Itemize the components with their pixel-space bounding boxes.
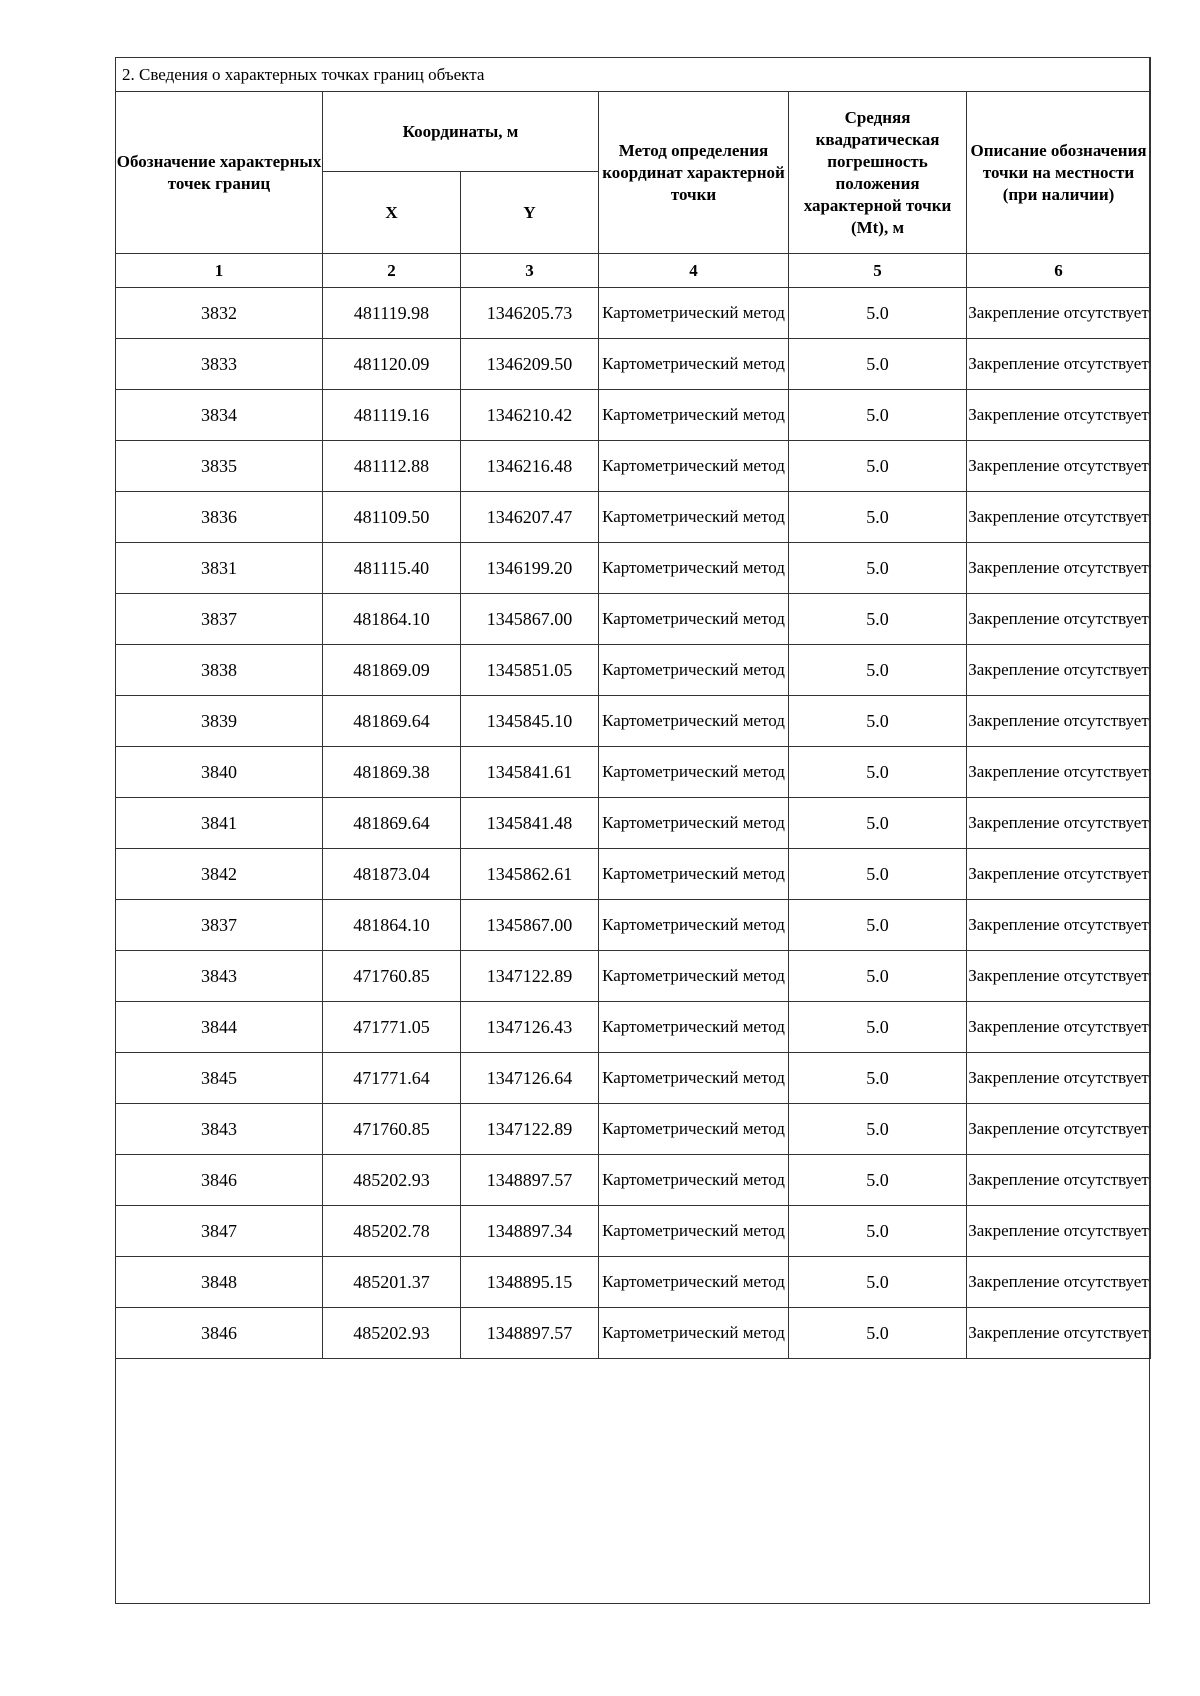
method-cell: Картометрический метод (599, 1308, 789, 1359)
error-cell: 5.0 (789, 798, 967, 849)
x-coordinate-cell: 481869.38 (323, 747, 461, 798)
description-cell: Закрепление отсутствует (967, 1308, 1151, 1359)
point-id-cell: 3843 (116, 1104, 323, 1155)
y-coordinate-cell: 1348897.57 (461, 1155, 599, 1206)
point-id-cell: 3833 (116, 339, 323, 390)
description-cell: Закрепление отсутствует (967, 1155, 1151, 1206)
description-cell: Закрепление отсутствует (967, 747, 1151, 798)
x-coordinate-cell: 485202.93 (323, 1155, 461, 1206)
description-cell: Закрепление отсутствует (967, 1257, 1151, 1308)
point-id-cell: 3836 (116, 492, 323, 543)
method-cell: Картометрический метод (599, 390, 789, 441)
column-number: 6 (967, 254, 1151, 288)
x-coordinate-cell: 481864.10 (323, 900, 461, 951)
points-table (115, 57, 1151, 1359)
table-row (116, 1002, 1151, 1053)
table-row (116, 645, 1151, 696)
point-id-cell: 3846 (116, 1155, 323, 1206)
description-cell: Закрепление отсутствует (967, 951, 1151, 1002)
header-coordinates: Координаты, м (323, 92, 599, 172)
point-id-cell: 3839 (116, 696, 323, 747)
x-coordinate-cell: 481869.09 (323, 645, 461, 696)
column-number: 4 (599, 254, 789, 288)
method-cell: Картометрический метод (599, 849, 789, 900)
error-cell: 5.0 (789, 849, 967, 900)
error-cell: 5.0 (789, 339, 967, 390)
x-coordinate-cell: 485201.37 (323, 1257, 461, 1308)
description-cell: Закрепление отсутствует (967, 1002, 1151, 1053)
table-row (116, 1155, 1151, 1206)
column-number: 5 (789, 254, 967, 288)
error-cell: 5.0 (789, 390, 967, 441)
x-coordinate-cell: 481869.64 (323, 696, 461, 747)
y-coordinate-cell: 1345845.10 (461, 696, 599, 747)
description-cell: Закрепление отсутствует (967, 441, 1151, 492)
method-cell: Картометрический метод (599, 339, 789, 390)
error-cell: 5.0 (789, 1308, 967, 1359)
y-coordinate-cell: 1347122.89 (461, 951, 599, 1002)
description-cell: Закрепление отсутствует (967, 1053, 1151, 1104)
method-cell: Картометрический метод (599, 1155, 789, 1206)
point-id-cell: 3843 (116, 951, 323, 1002)
description-cell: Закрепление отсутствует (967, 1104, 1151, 1155)
error-cell: 5.0 (789, 1104, 967, 1155)
column-numbers-row (116, 254, 1151, 288)
method-cell: Картометрический метод (599, 1002, 789, 1053)
method-cell: Картометрический метод (599, 594, 789, 645)
table-row (116, 1257, 1151, 1308)
error-cell: 5.0 (789, 441, 967, 492)
point-id-cell: 3846 (116, 1308, 323, 1359)
error-cell: 5.0 (789, 1053, 967, 1104)
description-cell: Закрепление отсутствует (967, 543, 1151, 594)
table-row (116, 339, 1151, 390)
error-cell: 5.0 (789, 747, 967, 798)
y-coordinate-cell: 1348897.34 (461, 1206, 599, 1257)
error-cell: 5.0 (789, 951, 967, 1002)
table-row (116, 543, 1151, 594)
point-id-cell: 3845 (116, 1053, 323, 1104)
method-cell: Картометрический метод (599, 951, 789, 1002)
header-error: Средняя квадратическая погрешность положения характерной точки (Mt), м (789, 92, 967, 254)
error-cell: 5.0 (789, 1155, 967, 1206)
table-row (116, 1308, 1151, 1359)
error-cell: 5.0 (789, 1002, 967, 1053)
y-coordinate-cell: 1345867.00 (461, 900, 599, 951)
point-id-cell: 3832 (116, 288, 323, 339)
error-cell: 5.0 (789, 1257, 967, 1308)
method-cell: Картометрический метод (599, 645, 789, 696)
point-id-cell: 3848 (116, 1257, 323, 1308)
point-id-cell: 3834 (116, 390, 323, 441)
x-coordinate-cell: 481119.98 (323, 288, 461, 339)
x-coordinate-cell: 485202.78 (323, 1206, 461, 1257)
error-cell: 5.0 (789, 543, 967, 594)
header-designation: Обозначение характерных точек границ (116, 92, 323, 254)
y-coordinate-cell: 1348897.57 (461, 1308, 599, 1359)
y-coordinate-cell: 1345841.61 (461, 747, 599, 798)
error-cell: 5.0 (789, 1206, 967, 1257)
description-cell: Закрепление отсутствует (967, 339, 1151, 390)
x-coordinate-cell: 481109.50 (323, 492, 461, 543)
method-cell: Картометрический метод (599, 492, 789, 543)
error-cell: 5.0 (789, 900, 967, 951)
column-number: 1 (116, 254, 323, 288)
description-cell: Закрепление отсутствует (967, 1206, 1151, 1257)
x-coordinate-cell: 471760.85 (323, 951, 461, 1002)
error-cell: 5.0 (789, 645, 967, 696)
table-row (116, 747, 1151, 798)
method-cell: Картометрический метод (599, 1104, 789, 1155)
method-cell: Картометрический метод (599, 900, 789, 951)
point-id-cell: 3840 (116, 747, 323, 798)
table-row (116, 798, 1151, 849)
point-id-cell: 3842 (116, 849, 323, 900)
point-id-cell: 3837 (116, 900, 323, 951)
x-coordinate-cell: 471771.64 (323, 1053, 461, 1104)
description-cell: Закрепление отсутствует (967, 645, 1151, 696)
method-cell: Картометрический метод (599, 1206, 789, 1257)
header-y: Y (461, 172, 599, 254)
table-row (116, 1206, 1151, 1257)
table-row (116, 390, 1151, 441)
table-row (116, 900, 1151, 951)
y-coordinate-cell: 1346205.73 (461, 288, 599, 339)
table-row (116, 441, 1151, 492)
method-cell: Картометрический метод (599, 441, 789, 492)
x-coordinate-cell: 481864.10 (323, 594, 461, 645)
method-cell: Картометрический метод (599, 288, 789, 339)
table-row (116, 696, 1151, 747)
table-row (116, 951, 1151, 1002)
y-coordinate-cell: 1346209.50 (461, 339, 599, 390)
point-id-cell: 3835 (116, 441, 323, 492)
description-cell: Закрепление отсутствует (967, 594, 1151, 645)
y-coordinate-cell: 1345867.00 (461, 594, 599, 645)
y-coordinate-cell: 1346207.47 (461, 492, 599, 543)
error-cell: 5.0 (789, 492, 967, 543)
y-coordinate-cell: 1348895.15 (461, 1257, 599, 1308)
x-coordinate-cell: 481873.04 (323, 849, 461, 900)
description-cell: Закрепление отсутствует (967, 492, 1151, 543)
section-title: 2. Сведения о характерных точках границ объекта (116, 58, 1151, 92)
y-coordinate-cell: 1345862.61 (461, 849, 599, 900)
error-cell: 5.0 (789, 594, 967, 645)
x-coordinate-cell: 471771.05 (323, 1002, 461, 1053)
column-number: 3 (461, 254, 599, 288)
description-cell: Закрепление отсутствует (967, 696, 1151, 747)
method-cell: Картометрический метод (599, 543, 789, 594)
method-cell: Картометрический метод (599, 696, 789, 747)
x-coordinate-cell: 481115.40 (323, 543, 461, 594)
header-description: Описание обозначения точки на местности (при наличии) (967, 92, 1151, 254)
method-cell: Картометрический метод (599, 1053, 789, 1104)
table-row (116, 849, 1151, 900)
error-cell: 5.0 (789, 696, 967, 747)
table-row (116, 288, 1151, 339)
error-cell: 5.0 (789, 288, 967, 339)
header-x: X (323, 172, 461, 254)
method-cell: Картометрический метод (599, 747, 789, 798)
y-coordinate-cell: 1346210.42 (461, 390, 599, 441)
y-coordinate-cell: 1346199.20 (461, 543, 599, 594)
y-coordinate-cell: 1347126.43 (461, 1002, 599, 1053)
y-coordinate-cell: 1347122.89 (461, 1104, 599, 1155)
table-row (116, 1104, 1151, 1155)
method-cell: Картометрический метод (599, 798, 789, 849)
point-id-cell: 3838 (116, 645, 323, 696)
x-coordinate-cell: 481112.88 (323, 441, 461, 492)
x-coordinate-cell: 485202.93 (323, 1308, 461, 1359)
description-cell: Закрепление отсутствует (967, 390, 1151, 441)
x-coordinate-cell: 481869.64 (323, 798, 461, 849)
y-coordinate-cell: 1345851.05 (461, 645, 599, 696)
description-cell: Закрепление отсутствует (967, 900, 1151, 951)
description-cell: Закрепление отсутствует (967, 798, 1151, 849)
x-coordinate-cell: 481120.09 (323, 339, 461, 390)
point-id-cell: 3844 (116, 1002, 323, 1053)
point-id-cell: 3837 (116, 594, 323, 645)
description-cell: Закрепление отсутствует (967, 288, 1151, 339)
table-row (116, 492, 1151, 543)
y-coordinate-cell: 1345841.48 (461, 798, 599, 849)
table-row (116, 594, 1151, 645)
x-coordinate-cell: 471760.85 (323, 1104, 461, 1155)
y-coordinate-cell: 1346216.48 (461, 441, 599, 492)
table-row (116, 1053, 1151, 1104)
method-cell: Картометрический метод (599, 1257, 789, 1308)
column-number: 2 (323, 254, 461, 288)
header-method: Метод определения координат характерной точки (599, 92, 789, 254)
point-id-cell: 3831 (116, 543, 323, 594)
description-cell: Закрепление отсутствует (967, 849, 1151, 900)
x-coordinate-cell: 481119.16 (323, 390, 461, 441)
points-table-body (116, 288, 1151, 1359)
y-coordinate-cell: 1347126.64 (461, 1053, 599, 1104)
point-id-cell: 3847 (116, 1206, 323, 1257)
point-id-cell: 3841 (116, 798, 323, 849)
